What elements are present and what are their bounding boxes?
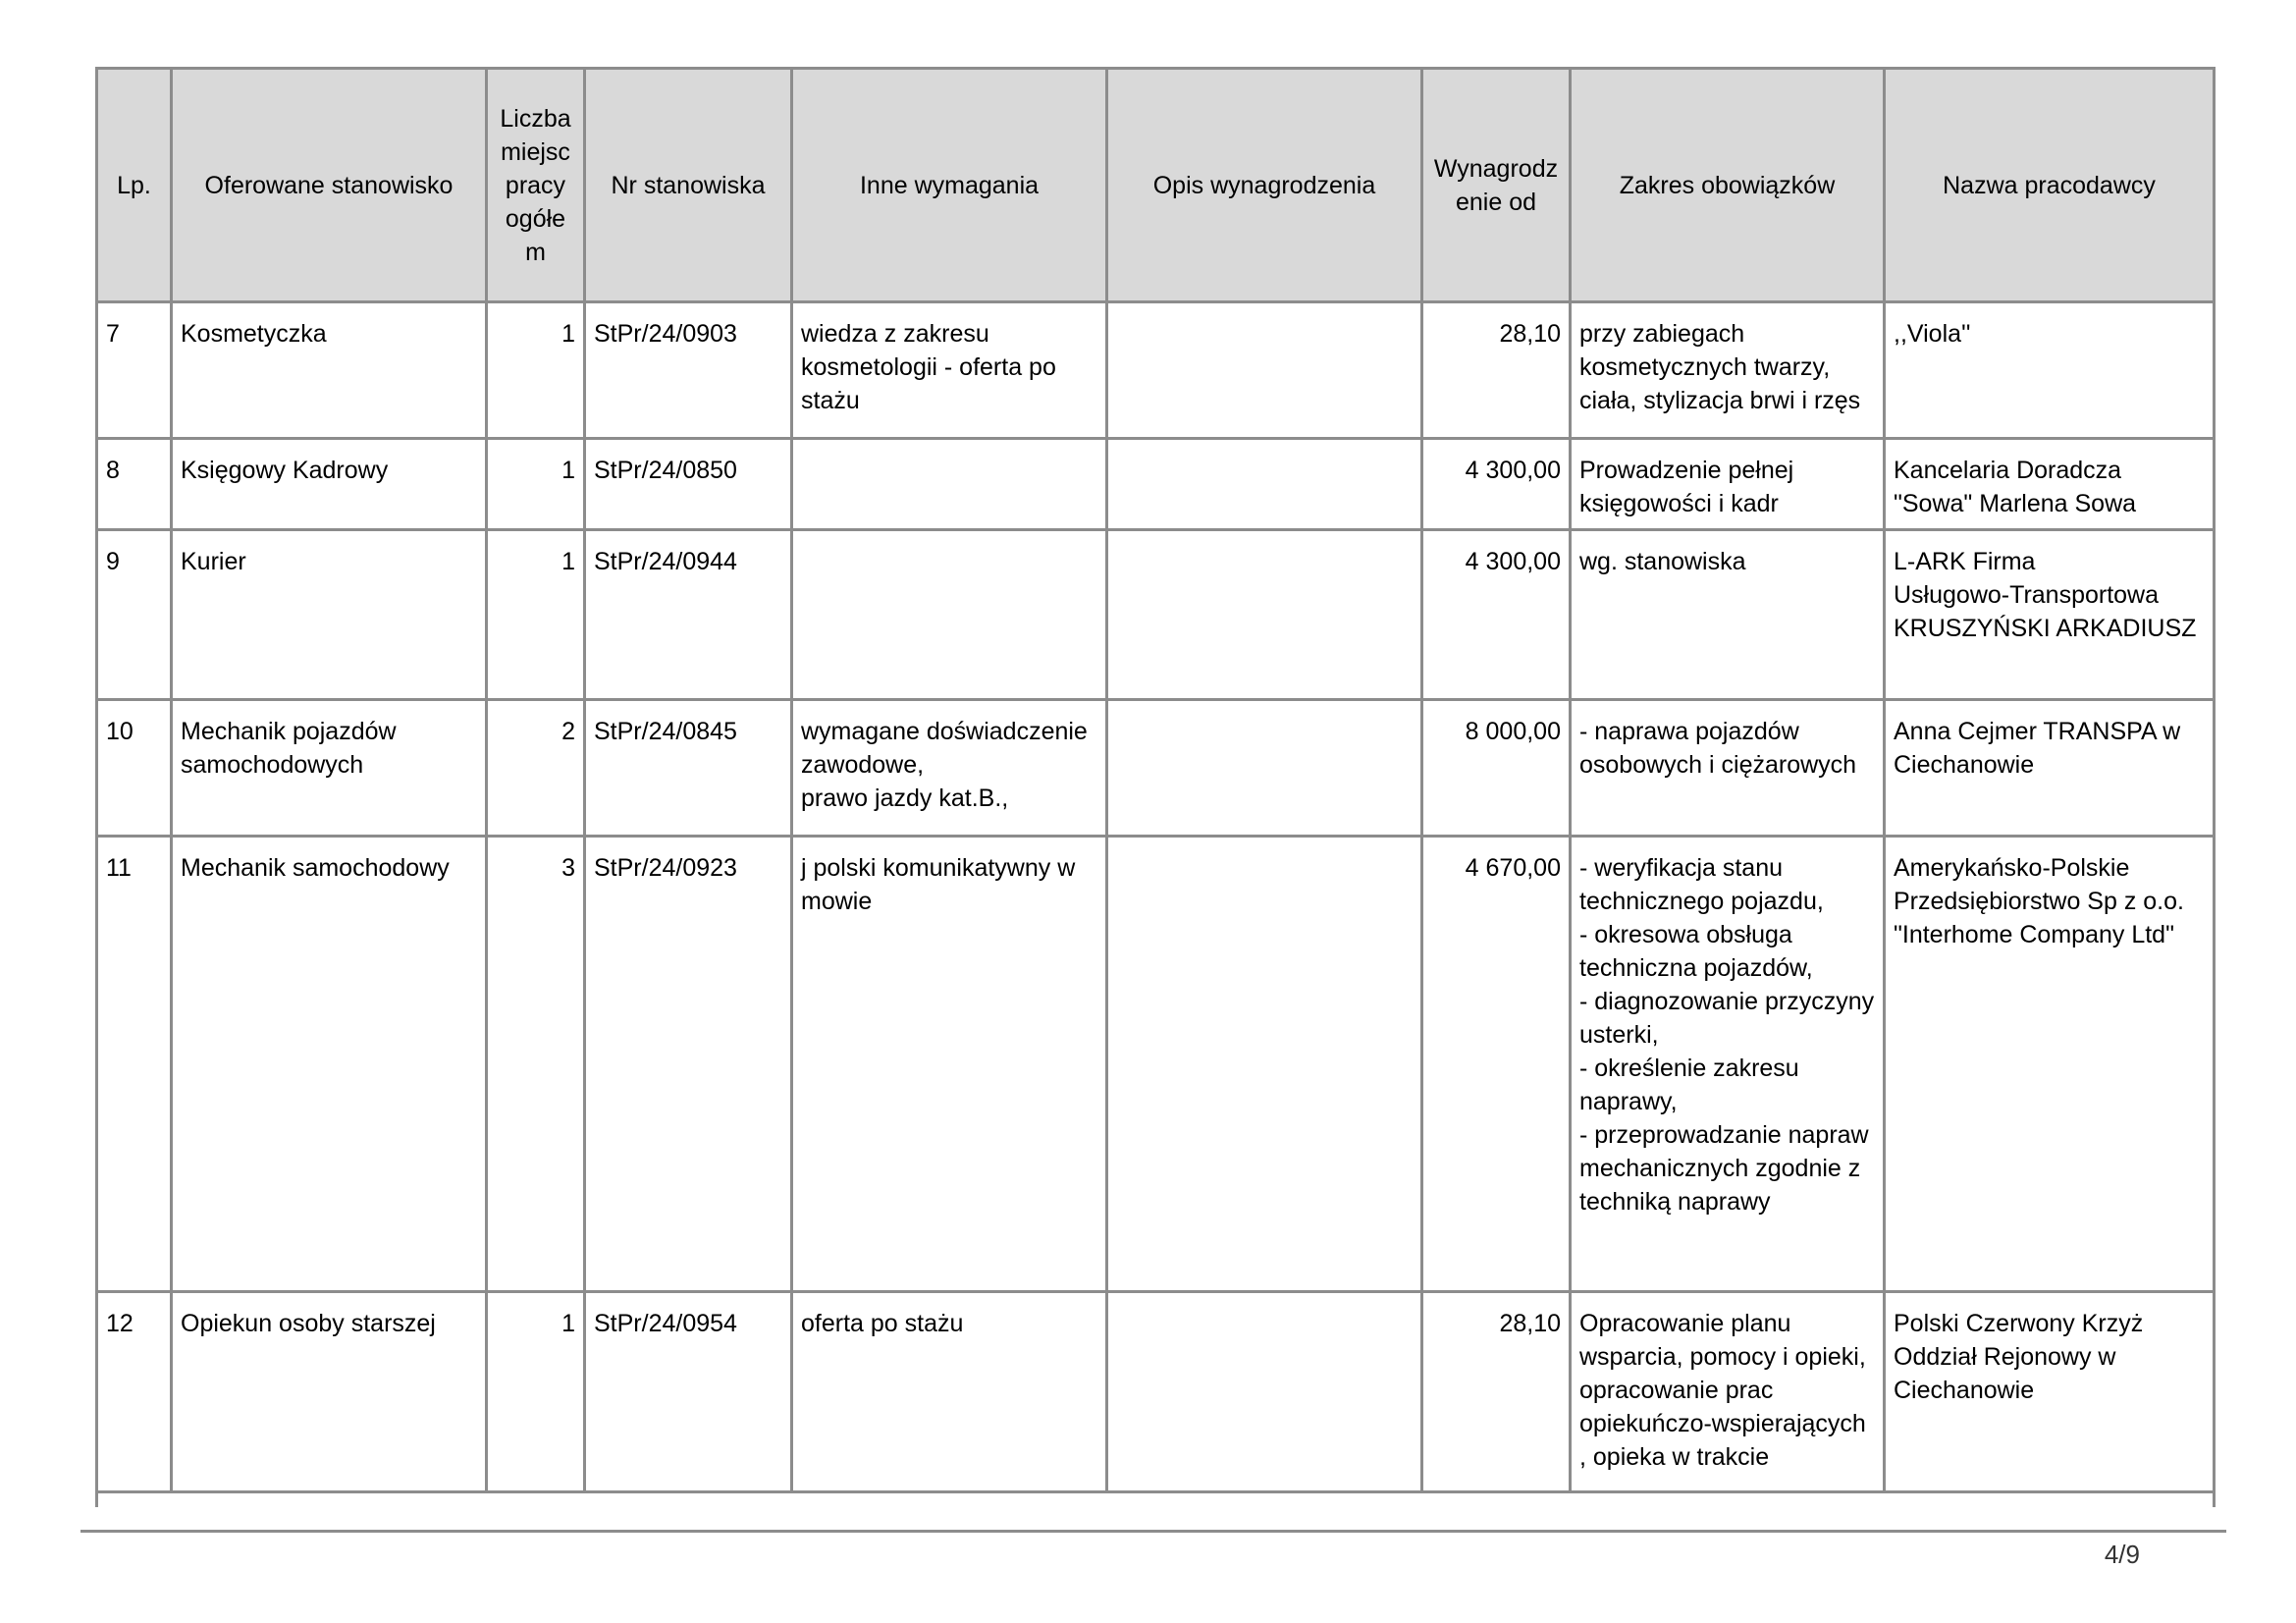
cell-lp: 8 (97, 439, 172, 530)
cell-salary-description (1107, 530, 1422, 700)
page-number: 4/9 (2104, 1540, 2140, 1569)
cell-requirements (792, 530, 1107, 700)
table-continuation-row (97, 1492, 2215, 1508)
cell-count: 1 (487, 1292, 585, 1492)
cell-number: StPr/24/0845 (585, 700, 792, 837)
cell-salary-from: 28,10 (1422, 302, 1571, 439)
cell-salary-from: 8 000,00 (1422, 700, 1571, 837)
cell-duties: przy zabiegach kosmetycznych twarzy, ciała, stylizacja brwi i rzęs (1571, 302, 1885, 439)
cell-duties: wg. stanowiska (1571, 530, 1885, 700)
cell-employer: ,,Viola'' (1885, 302, 2215, 439)
cell-duties: Prowadzenie pełnej księgowości i kadr (1571, 439, 1885, 530)
cell-requirements: oferta po stażu (792, 1292, 1107, 1492)
table-row (97, 837, 2215, 1292)
table-row (97, 439, 2215, 530)
cell-salary-from: 4 300,00 (1422, 530, 1571, 700)
header-requirements: Inne wymagania (792, 69, 1107, 302)
job-offers-table (95, 67, 2216, 1507)
cell-requirements: j polski komunikatywny w mowie (792, 837, 1107, 1292)
cell-salary-description (1107, 302, 1422, 439)
table-row (97, 1292, 2215, 1492)
table-row (97, 700, 2215, 837)
header-salary-description: Opis wynagrodzenia (1107, 69, 1422, 302)
cell-lp: 12 (97, 1292, 172, 1492)
cell-lp: 10 (97, 700, 172, 837)
cell-position: Opiekun osoby starszej (172, 1292, 487, 1492)
header-number: Nr stanowiska (585, 69, 792, 302)
cell-salary-from: 4 670,00 (1422, 837, 1571, 1292)
cell-position: Mechanik samochodowy (172, 837, 487, 1292)
cell-duties: - naprawa pojazdów osobowych i ciężarowych (1571, 700, 1885, 837)
cell-number: StPr/24/0954 (585, 1292, 792, 1492)
footer-divider (80, 1530, 2226, 1533)
cell-number: StPr/24/0903 (585, 302, 792, 439)
cell-duties: - weryfikacja stanu technicznego pojazdu, - okresowa obsługa techniczna pojazdów, - diagnozowanie przyczyny usterki, - określenie zakresu naprawy, - przeprowadzanie napraw mechanicznych zgodnie z techniką naprawy (1571, 837, 1885, 1292)
document-page (95, 67, 2213, 1507)
table-row (97, 530, 2215, 700)
cell-count: 1 (487, 302, 585, 439)
cell-count: 1 (487, 530, 585, 700)
cell-position: Księgowy Kadrowy (172, 439, 487, 530)
header-count: Liczba miejsc pracy ogółe m (487, 69, 585, 302)
cell-employer: Anna Cejmer TRANSPA w Ciechanowie (1885, 700, 2215, 837)
cell-salary-description (1107, 439, 1422, 530)
cell-position: Mechanik pojazdów samochodowych (172, 700, 487, 837)
cell-salary-description (1107, 700, 1422, 837)
cell-count: 1 (487, 439, 585, 530)
cell-count: 3 (487, 837, 585, 1292)
header-salary-from: Wynagrodz enie od (1422, 69, 1571, 302)
cell-lp: 11 (97, 837, 172, 1292)
cell-number: StPr/24/0944 (585, 530, 792, 700)
cell-salary-from: 4 300,00 (1422, 439, 1571, 530)
cell-position: Kosmetyczka (172, 302, 487, 439)
table-row (97, 302, 2215, 439)
cell-requirements: wymagane doświadczenie zawodowe, prawo jazdy kat.B., (792, 700, 1107, 837)
header-duties: Zakres obowiązków (1571, 69, 1885, 302)
cell-employer: Kancelaria Doradcza "Sowa" Marlena Sowa (1885, 439, 2215, 530)
cell-number: StPr/24/0850 (585, 439, 792, 530)
cell-number: StPr/24/0923 (585, 837, 792, 1292)
cell-requirements: wiedza z zakresu kosmetologii - oferta po stażu (792, 302, 1107, 439)
cell-position: Kurier (172, 530, 487, 700)
cell-employer: L-ARK Firma Usługowo-Transportowa KRUSZYŃSKI ARKADIUSZ (1885, 530, 2215, 700)
continuation-cell (97, 1492, 2215, 1508)
header-employer: Nazwa pracodawcy (1885, 69, 2215, 302)
cell-lp: 9 (97, 530, 172, 700)
cell-employer: Polski Czerwony Krzyż Oddział Rejonowy w Ciechanowie (1885, 1292, 2215, 1492)
cell-salary-description (1107, 837, 1422, 1292)
header-lp: Lp. (97, 69, 172, 302)
cell-salary-from: 28,10 (1422, 1292, 1571, 1492)
cell-salary-description (1107, 1292, 1422, 1492)
header-position: Oferowane stanowisko (172, 69, 487, 302)
cell-requirements (792, 439, 1107, 530)
cell-duties: Opracowanie planu wsparcia, pomocy i opieki, opracowanie prac opiekuńczo-wspierających , opieka w trakcie (1571, 1292, 1885, 1492)
table-header-row (97, 69, 2215, 302)
cell-employer: Amerykańsko-Polskie Przedsiębiorstwo Sp z o.o. "Interhome Company Ltd" (1885, 837, 2215, 1292)
cell-count: 2 (487, 700, 585, 837)
cell-lp: 7 (97, 302, 172, 439)
